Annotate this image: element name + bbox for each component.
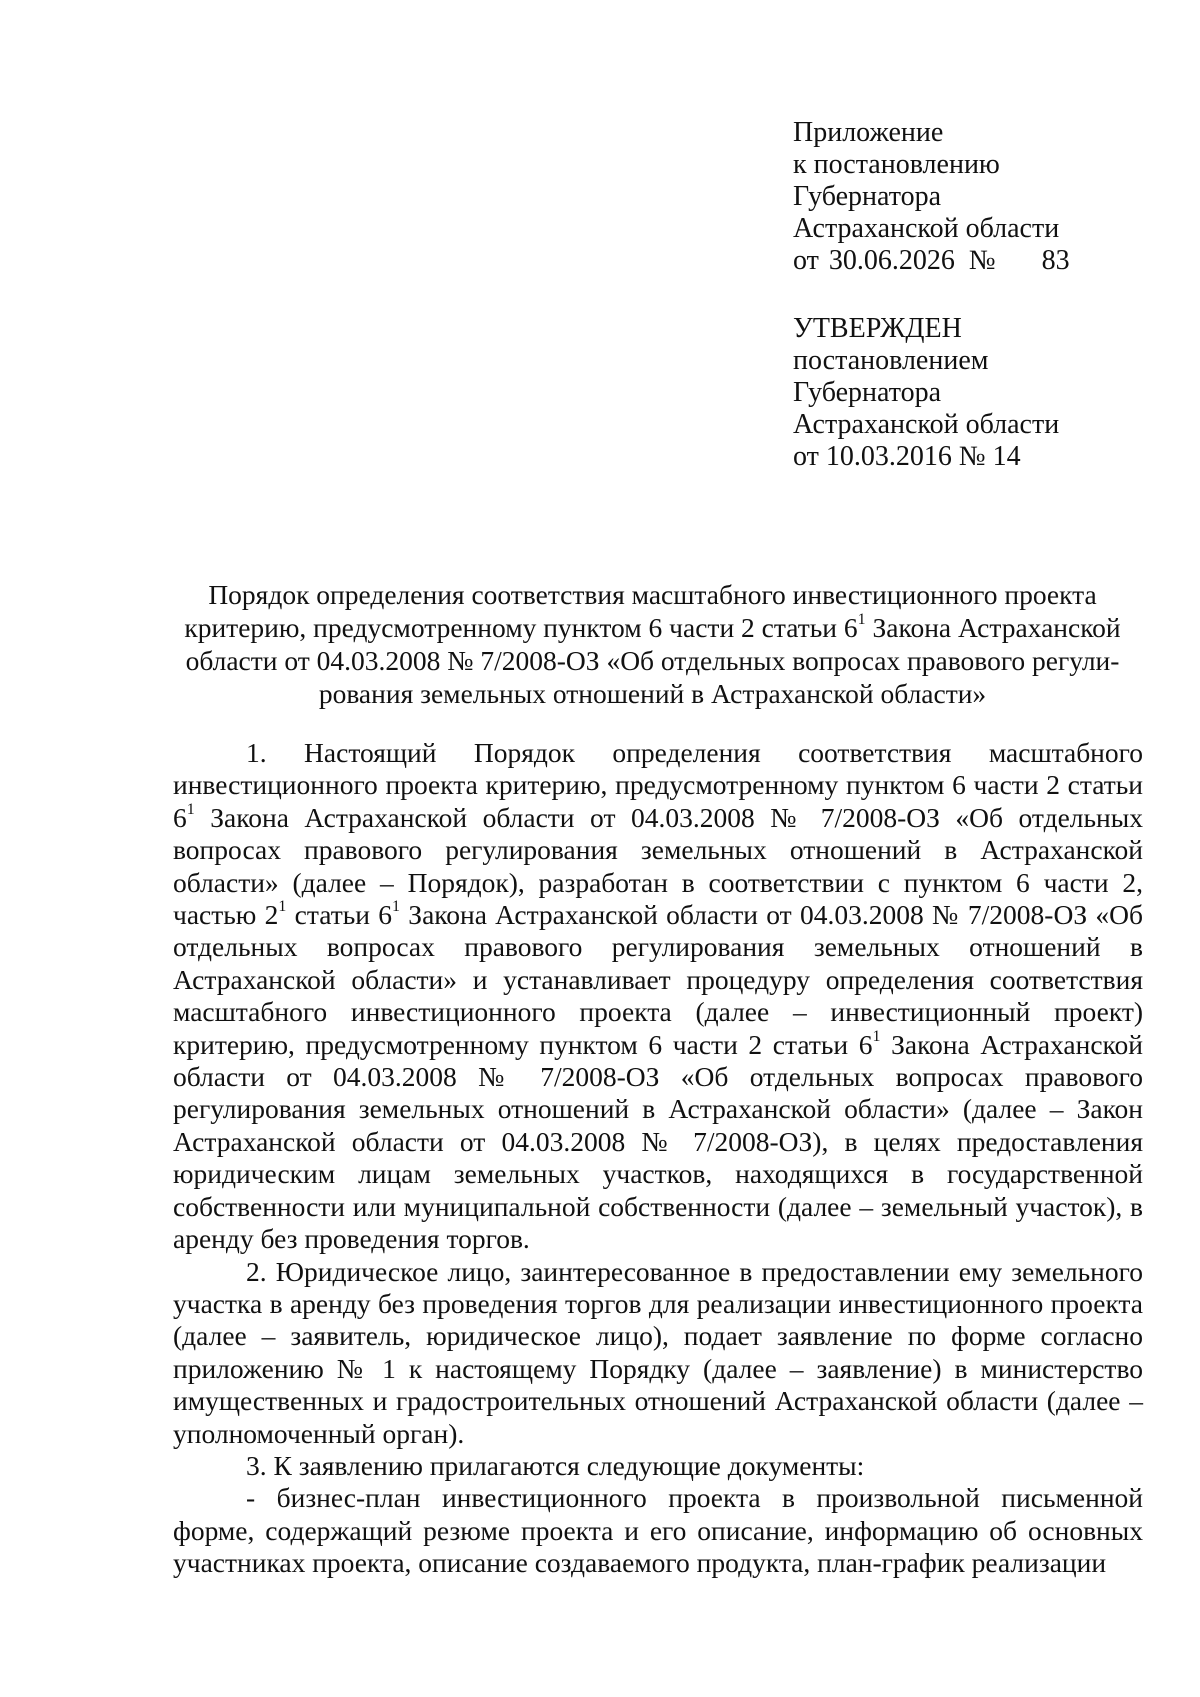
paragraph-4: - бизнес-план инвестиционного проекта в произвольной письменной форме, содержащий резюме проекта и его описание, информацию об основных участниках проекта, описание создаваемого продукта, план-график реализации <box>173 1482 1143 1579</box>
appendix-stamp <box>793 117 1070 277</box>
approved-line-5: от 10.03.2016 № 14 <box>793 441 1021 472</box>
appendix-date-prefix: от <box>793 245 819 276</box>
title-line-2-tail: Закона Астраханской <box>865 612 1121 643</box>
title-line-3: области от 04.03.2008 № 7/2008-ОЗ «Об отдельных вопросах правового регули- <box>185 645 1120 676</box>
superscript: 1 <box>186 800 195 818</box>
approved-line-1: УТВЕРЖДЕН <box>793 313 962 344</box>
superscript: 1 <box>872 1027 881 1045</box>
appendix-line-2: к постановлению <box>793 149 1000 180</box>
title-line-2-text: критерию, предусмотренному пунктом 6 части 2 статьи 6 <box>184 612 858 643</box>
approved-line-3: Губернатора <box>793 377 942 408</box>
appendix-line-1: Приложение <box>793 117 944 148</box>
paragraph-2: 2. Юридическое лицо, заинтересованное в предоставлении ему земельного участка в аренду без проведения торгов для реализации инвестиционного проекта (далее – заявитель, юридическое лицо), подает заявление по форме согласно приложению № 1 к настоящему Порядку (далее – заявление) в министерство имущественных и градостроительных отношений Астраханской области (далее – уполномоченный орган). <box>173 1255 1143 1449</box>
title-line-1: Порядок определения соответствия масштабного инвестиционного проекта <box>208 579 1097 610</box>
paragraph-1 <box>173 737 1143 1256</box>
appendix-date: 30.06.2026 <box>828 245 955 276</box>
appendix-number-sign: № <box>968 245 996 276</box>
paragraph-1-part-b: Закона Астраханской области от 04.03.2008 № 7/2008-ОЗ «Об отдельных вопросах правового регулирования земельных отношений в Астраханской области» (далее – Порядок), разработан в соответствии с пунктом 6 части 2, частью 2 <box>173 801 1143 931</box>
title-line-2 <box>160 611 1145 644</box>
appendix-line-3: Губернатора <box>793 181 942 212</box>
paragraph-1-part-c: статьи 6 <box>286 899 393 931</box>
approved-line-4: Астраханской области <box>793 409 1060 440</box>
paragraph-3: 3. К заявлению прилагаются следующие документы: <box>246 1449 865 1481</box>
paragraph-1-part-a: 1. Настоящий Порядок определения соответствия масштабного инвестиционного проекта критерию, предусмотренному пунктом 6 части 2 статьи 6 <box>173 737 1143 833</box>
document-body <box>173 737 1143 1580</box>
title-superscript: 1 <box>857 610 866 628</box>
approved-line-2: постановлением <box>793 345 989 376</box>
appendix-line-4: Астраханской области <box>793 213 1060 244</box>
title-line-4: рования земельных отношений в Астраханской области» <box>318 678 987 709</box>
superscript: 1 <box>278 897 287 915</box>
paragraph-1-part-d: Закона Астраханской области от 04.03.2008 № 7/2008-ОЗ «Об отдельных вопросах правового регулирования земельных отношений в Астраханской области» и устанавливает процедуру определения соответствия масштабного инвестиционного проекта (далее – инвестиционный проект) критерию, предусмотренному пунктом 6 части 2 статьи 6 <box>173 899 1143 1060</box>
appendix-number: 83 <box>1041 245 1070 276</box>
paragraph-1-part-e: Закона Астраханской области от 04.03.2008 № 7/2008-ОЗ «Об отдельных вопросах правового регулирования земельных отношений в Астраханской области» (далее – Закон Астраханской области от 04.03.2008 № 7/2008-ОЗ), в целях предоставления юридическим лицам земельных участков, находящихся в государственной собственности или муниципальной собственности (далее – земельный участок), в аренду без проведения торгов. <box>173 1028 1143 1255</box>
appendix-date-line <box>793 245 1070 277</box>
superscript: 1 <box>392 897 401 915</box>
approved-stamp <box>793 313 1059 473</box>
document-title <box>160 578 1145 710</box>
